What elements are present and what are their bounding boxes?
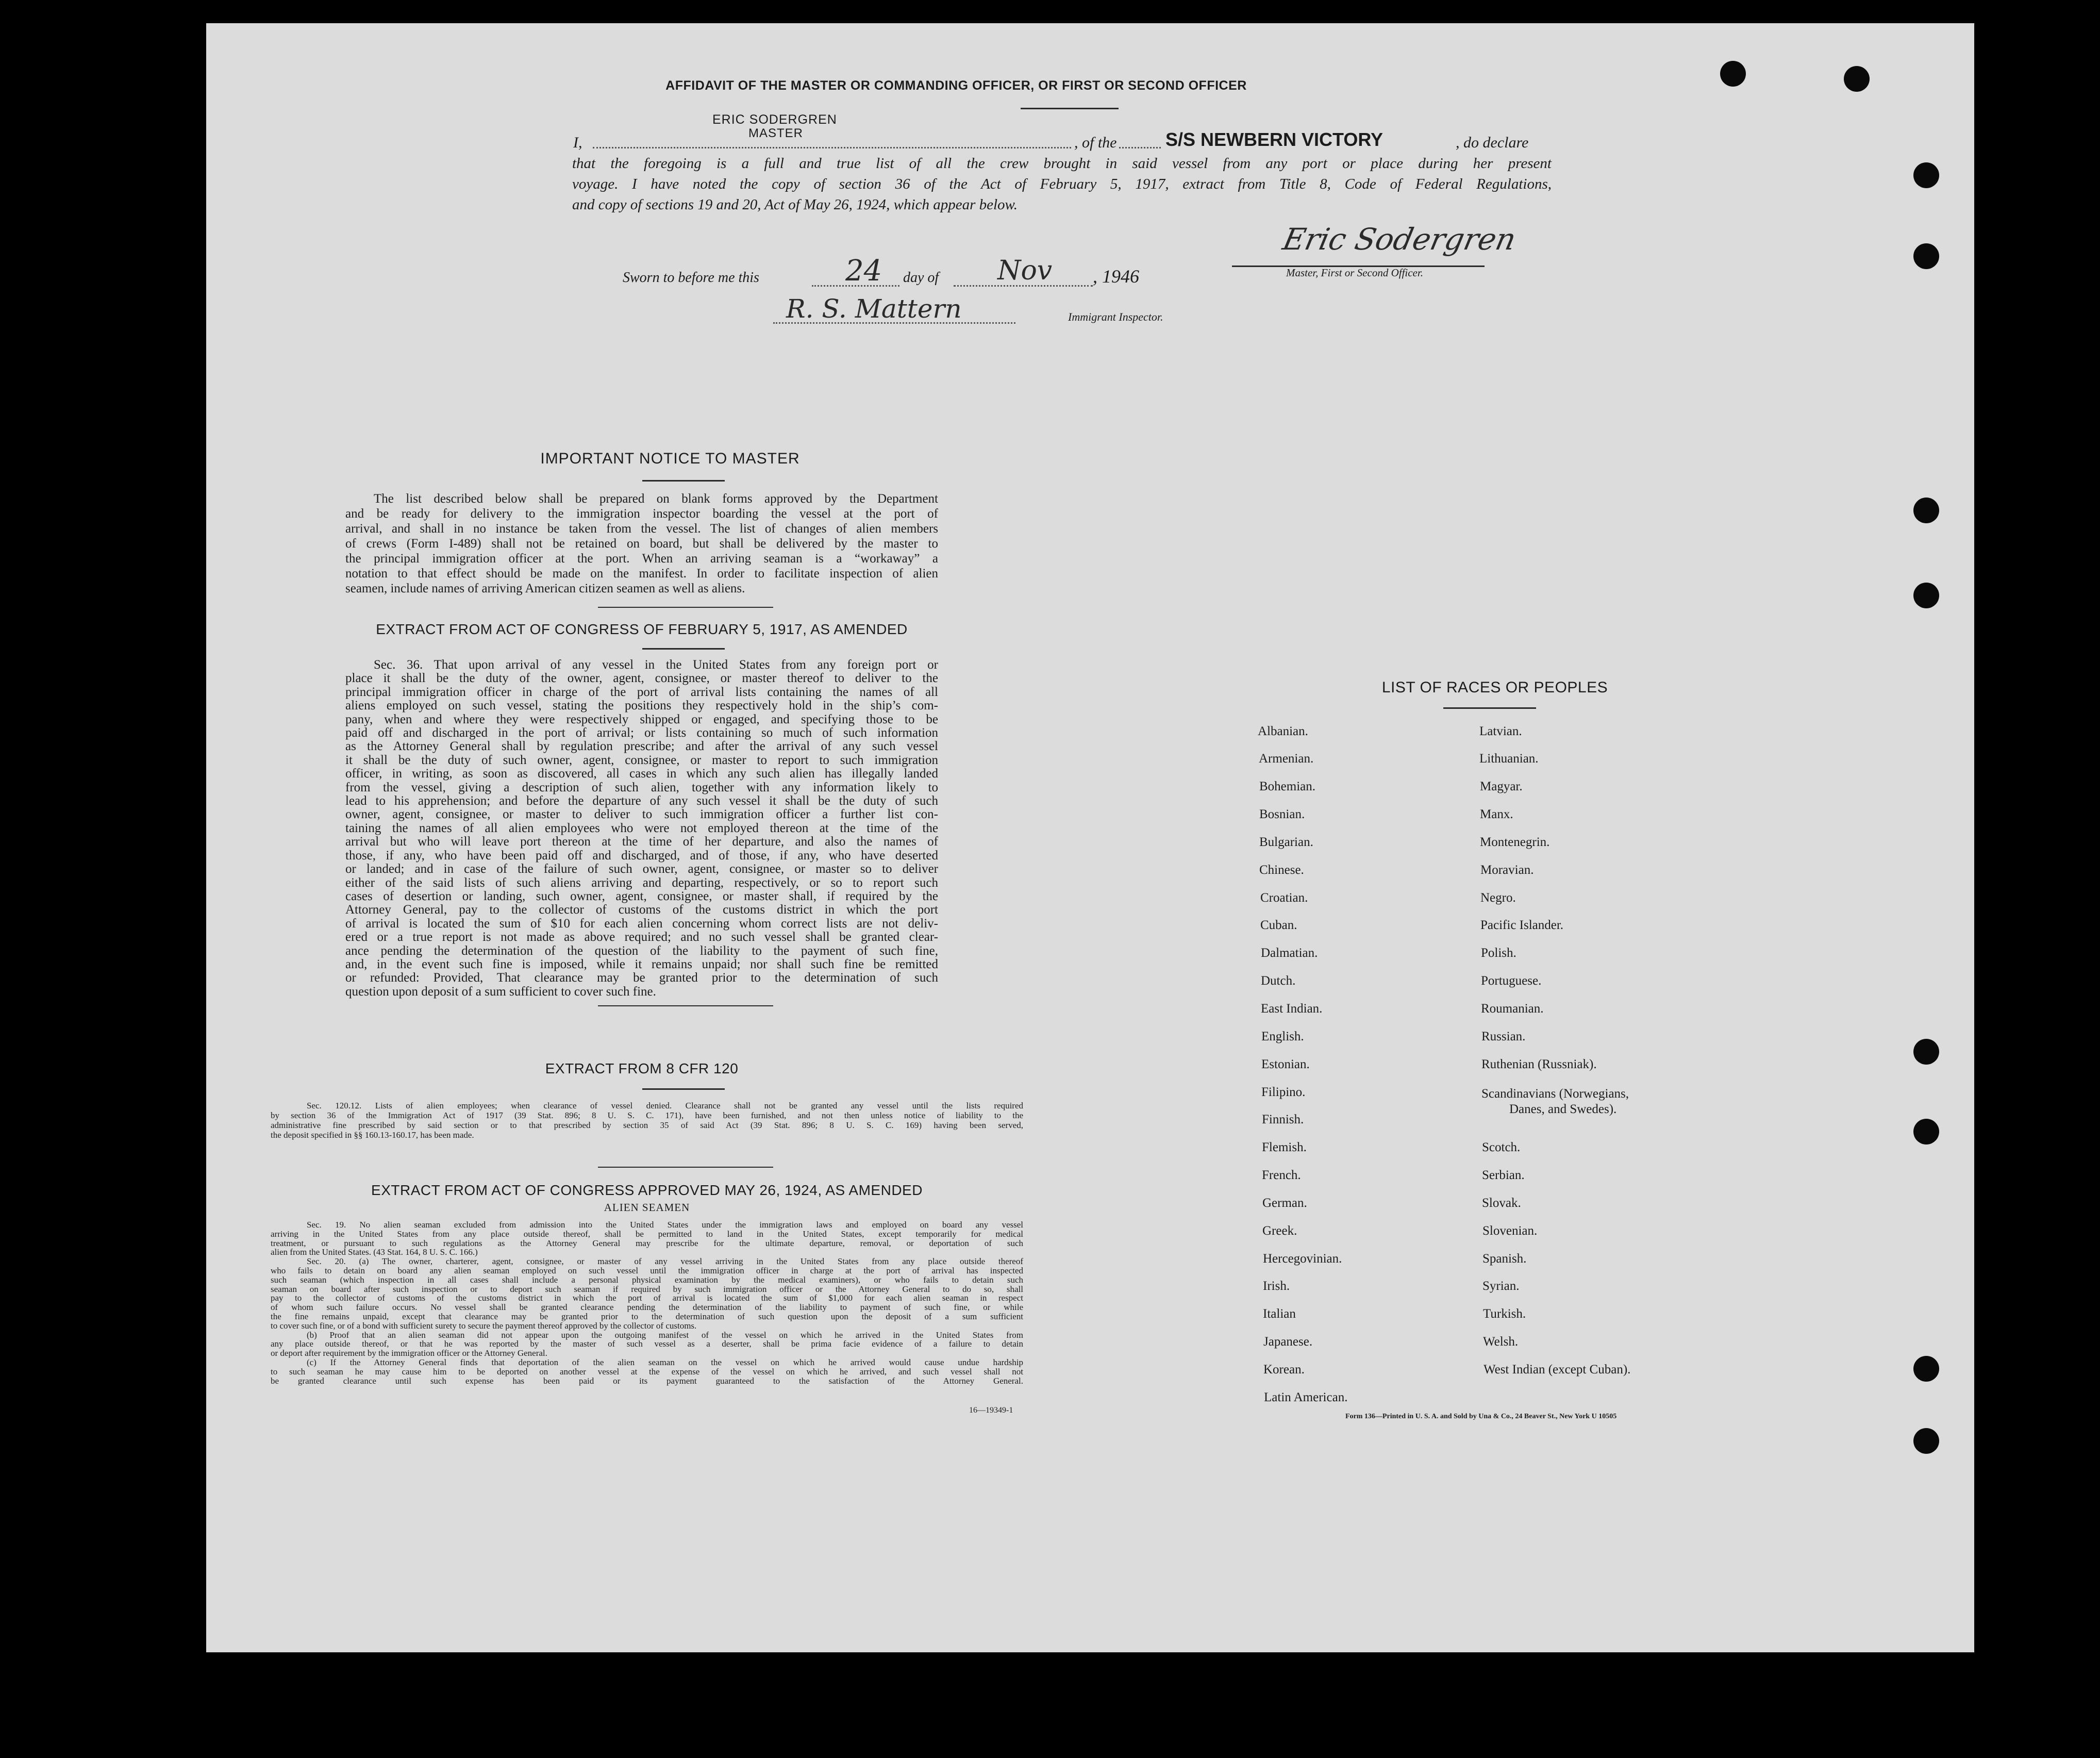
race-item: Irish. xyxy=(1263,1279,1290,1293)
race-item: Japanese. xyxy=(1263,1335,1313,1349)
race-item: Russian. xyxy=(1481,1030,1526,1043)
race-item: Chinese. xyxy=(1259,863,1304,877)
race-item: Roumanian. xyxy=(1481,1002,1544,1016)
master-name: ERIC SODERGREN xyxy=(712,112,837,127)
race-item: Cuban. xyxy=(1260,918,1297,932)
notice-line: and be ready for delivery to the immigration inspector boarding the vessel at the port of xyxy=(345,507,938,521)
act-1924-line: pay to the collector of customs of the customs district in which the port of arrival is located the sum of $1,000 for each alien seaman in respect xyxy=(271,1293,1023,1303)
divider xyxy=(642,648,725,650)
notice-line: arrival, and shall in no instance be taken from the vessel. The list of changes of alien members xyxy=(345,522,938,536)
race-item: Scandinavians (Norwegians, xyxy=(1481,1087,1629,1101)
of-the-label: , of the xyxy=(1072,134,1119,152)
act-1917-line: Attorney General, pay to the collector of customs of the customs district in which the port xyxy=(345,903,938,917)
act-1917-line: place it shall be the duty of the owner, agent, consignee, or master thereof to deliver to the xyxy=(345,671,938,686)
act-1924-line: treatment, or pursuant to such regulations as the Attorney General may prescribe for the ultimate departure, removal, or deportation of such xyxy=(271,1238,1023,1248)
act-1924-line: who fails to detain on board any alien seaman employed on such vessel until the immigration officer in charge at the port of arrival has inspected xyxy=(271,1265,1023,1275)
race-item: Latvian. xyxy=(1479,724,1522,738)
punch-hole xyxy=(1720,61,1746,87)
act-1924-body xyxy=(271,1220,1023,1385)
race-item: Manx. xyxy=(1480,807,1513,821)
race-item: Moravian. xyxy=(1480,863,1534,877)
race-item: German. xyxy=(1262,1196,1307,1210)
race-item: Armenian. xyxy=(1259,752,1314,766)
notice-line: the principal immigration officer at the port. When an arriving seaman is a “workaway” a xyxy=(345,552,938,566)
act-1917-line: it shall be the duty of such owner, agent, consignee, or master to report to such immigration xyxy=(345,753,938,767)
act-1917-body xyxy=(345,658,938,999)
vessel-name: S/S NEWBERN VICTORY xyxy=(1162,129,1386,151)
affidavit-line-3: voyage. I have noted the copy of section 36 of the Act of February 5, 1917, extract from Title 8, Code of Federal Regulations, xyxy=(572,176,1552,192)
divider xyxy=(642,1088,725,1090)
race-item: Syrian. xyxy=(1482,1279,1520,1293)
race-item: Latin American. xyxy=(1264,1390,1348,1404)
act-1917-line: aliens employed on such vessel, stating the positions they respectively hold in the ship’s com- xyxy=(345,699,938,713)
race-item: Lithuanian. xyxy=(1479,752,1539,766)
race-item: Dutch. xyxy=(1261,974,1296,988)
notice-line: notation to that effect should be made on the manifest. In order to facilitate inspection of alien xyxy=(345,567,938,581)
form-code: 16—19349-1 xyxy=(969,1406,1013,1415)
race-item: Polish. xyxy=(1481,946,1516,960)
inspector-signature: R. S. Mattern xyxy=(786,294,962,324)
affidavit-line-4: and copy of sections 19 and 20, Act of May 26, 1924, which appear below. xyxy=(572,196,1018,213)
act-1924-line: (c) If the Attorney General finds that deportation of the alien seaman on the vessel on which he arrived would cause undue hardship xyxy=(307,1357,1023,1367)
race-item: Slovenian. xyxy=(1482,1224,1538,1238)
master-caption: Master, First or Second Officer. xyxy=(1286,267,1423,279)
punch-hole xyxy=(1913,583,1939,608)
act-1917-line: as the Attorney General shall by regulation prescribe; and after the arrival of any such vessel xyxy=(345,739,938,754)
form-footer: Form 136—Printed in U. S. A. and Sold by Una & Co., 24 Beaver St., New York U 10505 xyxy=(1345,1413,1617,1420)
act-1917-line: ered or a true report is not made as above required; and no such vessel shall be granted clear- xyxy=(345,930,938,944)
divider xyxy=(598,607,773,608)
race-item: Bohemian. xyxy=(1259,780,1316,793)
act-1917-line: cases of desertion or landing, such owner, agent, consignee, or master shall, if required by the xyxy=(345,889,938,903)
divider xyxy=(1443,707,1536,709)
race-item: Pacific Islander. xyxy=(1480,918,1564,932)
inspector-caption: Immigrant Inspector. xyxy=(1068,310,1163,323)
i-label: I, xyxy=(573,134,582,151)
act-1917-line: arrival but who will leave port thereon at the time of her departure, and also the names of xyxy=(345,835,938,849)
sworn-day: 24 xyxy=(845,254,882,288)
affidavit-title: AFFIDAVIT OF THE MASTER OR COMMANDING OFFICER, OR FIRST OR SECOND OFFICER xyxy=(665,78,1247,93)
cfr-heading: EXTRACT FROM 8 CFR 120 xyxy=(545,1060,739,1076)
races-heading: LIST OF RACES OR PEOPLES xyxy=(1381,679,1608,696)
act-1924-line: the fine remains unpaid, except that clearance may be granted prior to the determination of such question upon the deposit of a sum sufficient xyxy=(271,1311,1023,1321)
punch-hole xyxy=(1913,1119,1939,1145)
race-item: Finnish. xyxy=(1262,1113,1304,1126)
act-1917-line: pany, when and where they were respectively shipped or engaged, and specifying those to be xyxy=(345,712,938,726)
act-1917-line: either of the said lists of such aliens arriving and departing, respectively, or so to report such xyxy=(345,875,938,890)
master-rank: MASTER xyxy=(748,126,804,140)
act-1924-line: or deport after requirement by the immigration officer or the Attorney General. xyxy=(271,1348,547,1358)
race-item: French. xyxy=(1262,1168,1301,1182)
act-1917-line: or landed; and in case of the failure of such owner, agent, consignee, or master so to deliver xyxy=(345,862,938,876)
race-item: Filipino. xyxy=(1261,1085,1306,1099)
race-item: Scotch. xyxy=(1482,1140,1521,1154)
divider xyxy=(642,480,725,482)
act-1917-line: of arrival is located the sum of $10 for each alien concerning whom correct lists are not deliv- xyxy=(345,916,938,931)
punch-hole xyxy=(1913,162,1939,188)
race-item: Italian xyxy=(1263,1307,1296,1321)
act-1924-line: to cover such fine, or of a bond with sufficient surety to secure the payment thereof approved by the collector of customs. xyxy=(271,1320,697,1331)
act-1924-line: Sec. 20. (a) The owner, charterer, agent, consignee, or master of any vessel arriving in the United States from any place outside thereof xyxy=(307,1256,1023,1267)
race-item: Flemish. xyxy=(1262,1140,1307,1154)
act-1924-line: of whom such failure occurs. No vessel shall be granted clearance pending the determination of the liability to payment of such fine, or while xyxy=(271,1302,1023,1313)
race-item: Portuguese. xyxy=(1481,974,1542,988)
divider xyxy=(1021,108,1119,109)
act-1917-line: officer, in writing, as soon as discovered, all cases in which any such alien has illegally landed xyxy=(345,767,938,781)
notice-line: The list described below shall be prepared on blank forms approved by the Department xyxy=(374,492,938,506)
cfr-line: the deposit specified in §§ 160.13-160.17, has been made. xyxy=(271,1130,474,1140)
cfr-line: administrative fine prescribed by said section or to that prescribed by section 35 of said Act (39 Stat. 896; 8 U. S. C. 169) having been served, xyxy=(271,1120,1023,1130)
punch-hole xyxy=(1913,243,1939,269)
race-item: Ruthenian (Russniak). xyxy=(1481,1057,1597,1071)
act-1917-line: taining the names of all alien employees who were not employed thereon at the time of the xyxy=(345,821,938,835)
act-1917-line: owner, agent, consignee, or master to deliver to such immigration officer a further list con- xyxy=(345,807,938,822)
act-1924-line: such seaman (which inspection in all cases shall include a personal physical examination by the medical examiners), or who fails to detain such xyxy=(271,1274,1023,1285)
act-1917-line: those, if any, who have been paid off and discharged, and of those, if any, who have deserted xyxy=(345,848,938,863)
sworn-label: Sworn to before me this xyxy=(623,270,759,286)
act-1917-line: from the vessel, giving a description of such alien, together with any information likely to xyxy=(345,780,938,794)
act-1917-line: or refunded: Provided, That clearance may be granted prior to the determination of such xyxy=(345,971,938,985)
punch-hole xyxy=(1913,497,1939,523)
punch-hole xyxy=(1913,1428,1939,1454)
act-1924-line: Sec. 19. No alien seaman excluded from admission into the United States under the immigration laws and employed on board any vessel xyxy=(307,1220,1023,1230)
race-item: Montenegrin. xyxy=(1480,835,1550,849)
act-1924-line: be granted clearance until such expense has been paid or its payment guaranteed to the satisfaction of the Attorney General. xyxy=(271,1375,1023,1386)
race-item: Bulgarian. xyxy=(1259,835,1313,849)
notice-line: of crews (Form I-489) shall not be retained on board, but shall be delivered by the master to xyxy=(345,537,938,551)
race-item: West Indian (except Cuban). xyxy=(1484,1363,1631,1376)
day-of-label: day of xyxy=(903,270,939,286)
punch-hole xyxy=(1844,66,1870,92)
race-item: Bosnian. xyxy=(1259,807,1305,821)
notice-heading: IMPORTANT NOTICE TO MASTER xyxy=(540,450,800,467)
punch-hole xyxy=(1913,1356,1939,1382)
cfr-body xyxy=(271,1101,1023,1140)
act-1924-line: seaman on board after such inspection or to deport such seaman if required by such immigration officer or the Attorney General to do so, shall xyxy=(271,1284,1023,1294)
race-item: Estonian. xyxy=(1261,1057,1310,1071)
race-item: East Indian. xyxy=(1261,1002,1323,1016)
notice-line: seamen, include names of arriving American citizen seamen as well as aliens. xyxy=(345,582,745,595)
race-item: Greek. xyxy=(1262,1224,1297,1238)
act-1917-line: paid off and discharged in the port of arrival; or lists containing so much of such information xyxy=(345,726,938,740)
race-item: English. xyxy=(1261,1030,1304,1043)
sworn-month: Nov xyxy=(997,255,1053,286)
act-1924-line: to such seaman he may cause him to be deported on another vessel at the expense of the vessel on which he arrived, and such vessel shall not xyxy=(271,1366,1023,1376)
act-1924-heading: EXTRACT FROM ACT OF CONGRESS APPROVED MAY 26, 1924, AS AMENDED xyxy=(371,1182,923,1198)
divider xyxy=(598,1167,773,1168)
act-1917-line: and, in the event such fine is imposed, while it remains unpaid; nor shall such fine be remitted xyxy=(345,957,938,971)
act-1917-line: Sec. 36. That upon arrival of any vessel in the United States from any foreign port or xyxy=(374,658,938,672)
race-item: Hercegovinian. xyxy=(1263,1252,1342,1266)
race-item: Albanian. xyxy=(1258,724,1308,738)
document-page xyxy=(206,23,1974,1652)
race-item: Dalmatian. xyxy=(1261,946,1318,960)
affidavit-line-2: that the foregoing is a full and true list of all the crew brought in said vessel from any port or place during her present xyxy=(572,155,1552,172)
act-1924-subheading: ALIEN SEAMEN xyxy=(604,1201,690,1214)
notice-body xyxy=(345,491,938,596)
act-1924-line: arriving in the United States from any place outside thereof, shall be permitted to land in the United States, except temporarily for medical xyxy=(271,1229,1023,1239)
act-1917-line: ance pending the determination of the question of the liability to the payment of such fine, xyxy=(345,943,938,958)
race-item: Serbian. xyxy=(1482,1168,1525,1182)
do-declare-label: , do declare xyxy=(1454,134,1530,152)
act-1917-heading: EXTRACT FROM ACT OF CONGRESS OF FEBRUARY 5, 1917, AS AMENDED xyxy=(376,621,908,637)
race-item: Welsh. xyxy=(1483,1335,1519,1349)
race-item: Magyar. xyxy=(1480,780,1523,793)
cfr-line: by section 36 of the Immigration Act of 1917 (39 Stat. 896; 8 U. S. C. 171), have been furnished, and not then unless notice of liability to the xyxy=(271,1110,1023,1120)
act-1917-line: question upon deposit of a sum sufficient to cover such fine. xyxy=(345,984,656,999)
year-label: , 1946 xyxy=(1093,266,1139,287)
race-item: Negro. xyxy=(1480,891,1516,905)
race-item: Spanish. xyxy=(1482,1252,1527,1266)
race-item: Slovak. xyxy=(1482,1196,1521,1210)
divider xyxy=(598,1005,773,1006)
cfr-line: Sec. 120.12. Lists of alien employees; when clearance of vessel denied. Clearance shall not be granted any vessel until the lists required xyxy=(307,1101,1023,1110)
master-signature: Eric Sodergren xyxy=(1279,222,1520,257)
act-1924-line: any place outside thereof, or that he was reported by the master of such vessel as a deserter, shall be prima facie evidence of a failure to detain xyxy=(271,1339,1023,1349)
race-item: Danes, and Swedes). xyxy=(1509,1102,1617,1116)
race-item: Korean. xyxy=(1263,1363,1305,1376)
race-item: Croatian. xyxy=(1260,891,1308,905)
act-1917-line: lead to his apprehension; and before the departure of any such vessel it shall be the duty of such xyxy=(345,794,938,808)
act-1924-line: (b) Proof that an alien seaman did not appear upon the outgoing manifest of the vessel on which he arrived in the United States from xyxy=(307,1330,1023,1340)
race-item: Turkish. xyxy=(1483,1307,1526,1321)
punch-hole xyxy=(1913,1039,1939,1065)
act-1924-line: alien from the United States. (43 Stat. 164, 8 U. S. C. 166.) xyxy=(271,1247,478,1257)
act-1917-line: principal immigration officer in charge of the port of arrival lists containing the names of all xyxy=(345,685,938,699)
